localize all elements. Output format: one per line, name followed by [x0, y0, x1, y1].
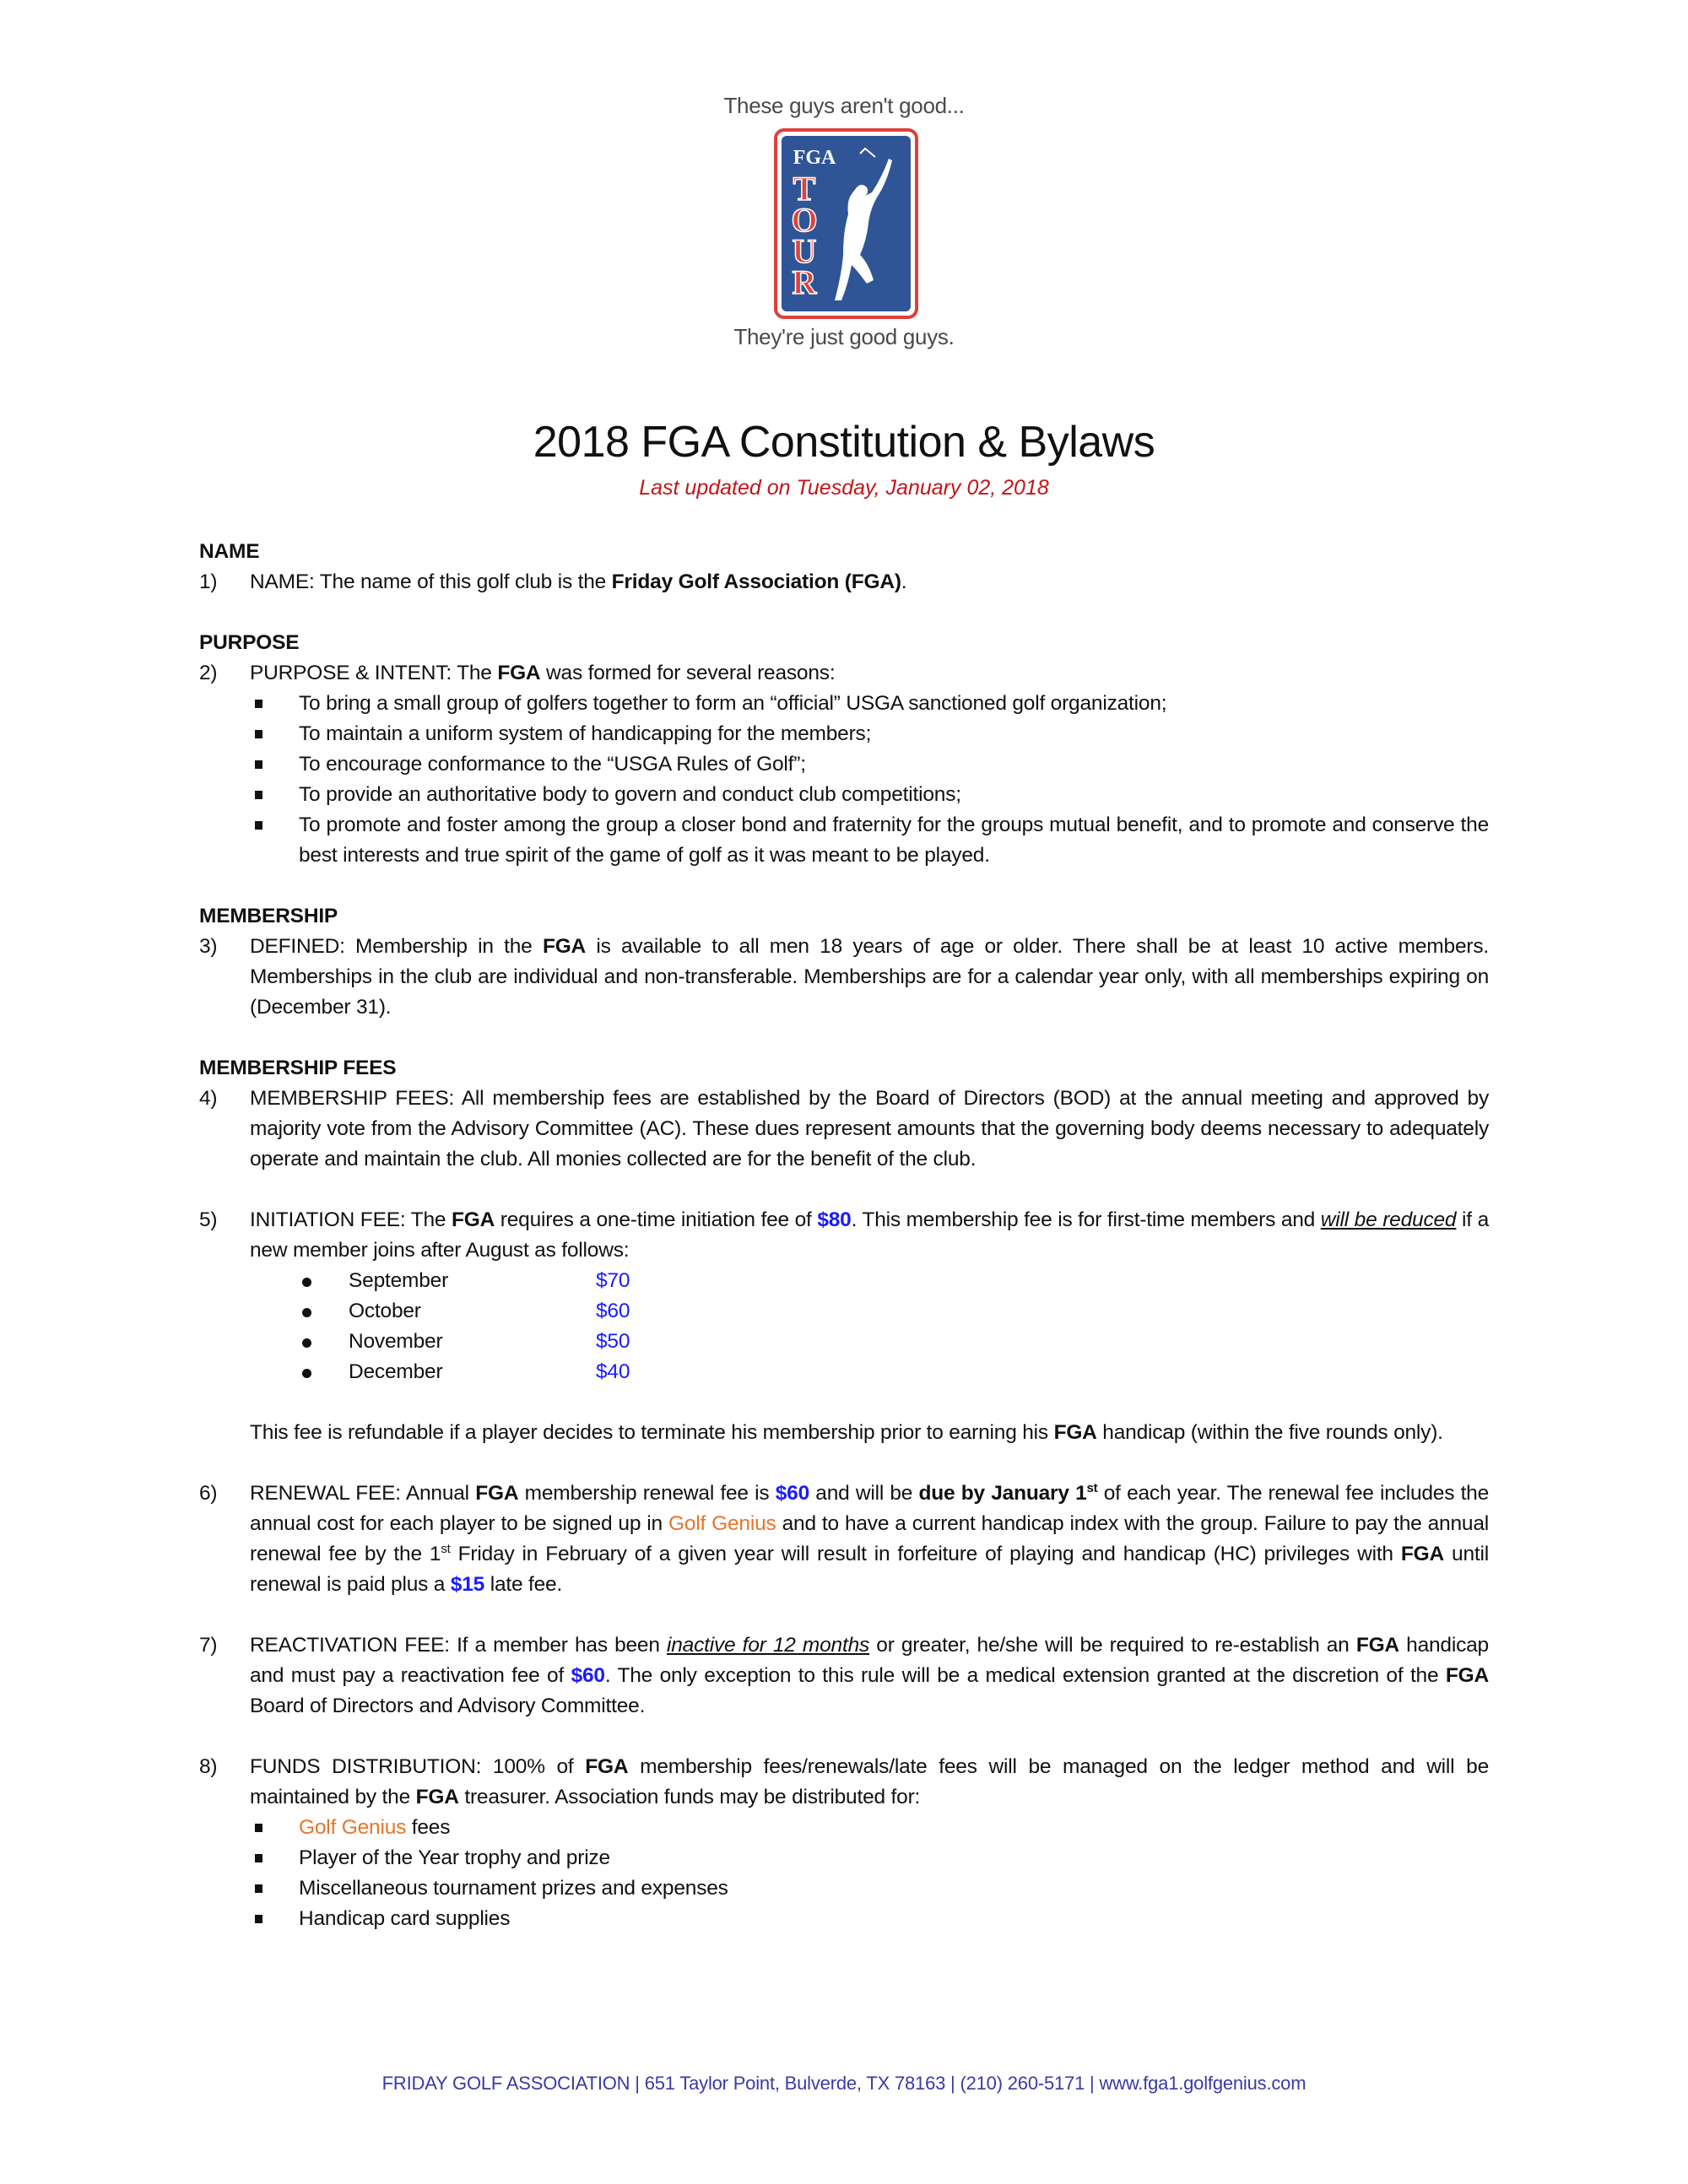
spacer: [199, 1387, 1489, 1418]
article-3-defined: [199, 932, 1489, 1023]
spacer: [199, 1600, 1489, 1630]
article-text: [250, 658, 1489, 689]
list-item: [250, 749, 1489, 780]
article-text: MEMBERSHIP FEES: All membership fees are established by the Board of Directors (BOD) at the annual meeting and approved by majority vote from the Advisory Committee (AC). These dues represent amounts that the governing body deems necessary to adequately operate and maintain the club. All monies collected are for the benefit of the club.: [250, 1087, 1489, 1170]
ordinal-suffix: st: [1086, 1481, 1098, 1495]
list-item: [250, 1904, 1489, 1934]
square-bullet-icon: [255, 730, 262, 738]
schedule-month: October: [349, 1300, 421, 1322]
text-run: requires a one-time initiation fee of: [495, 1208, 818, 1231]
text-run: DEFINED: Membership in the: [250, 935, 543, 958]
article-text: [250, 567, 1489, 597]
schedule-fee: $40: [596, 1360, 630, 1383]
round-bullet-icon: [302, 1308, 311, 1317]
ordinal-suffix: st: [441, 1542, 451, 1556]
logo-tagline-top: These guys aren't good...: [723, 93, 965, 118]
list-item: [250, 780, 1489, 810]
text-run: INITIATION FEE: The: [250, 1208, 452, 1231]
fga-bold: FGA: [1400, 1543, 1445, 1565]
article-text: [250, 1752, 1489, 1813]
late-fee-amount: $15: [450, 1573, 485, 1596]
logo-letter-u: U: [792, 232, 817, 270]
document-body: [199, 537, 1489, 1934]
list-item: [250, 1843, 1489, 1873]
page-footer: FRIDAY GOLF ASSOCIATION | 651 Taylor Point, Bulverde, TX 78163 | (210) 260-5171 | www.fga1.golfgenius.com: [381, 2073, 1307, 2094]
list-item-text: To maintain a uniform system of handicapping for the members;: [299, 722, 872, 745]
text-run: This fee is refundable if a player decides to terminate his membership prior to earning his: [250, 1421, 1054, 1444]
fga-bold: FGA: [452, 1208, 495, 1231]
fga-bold: FGA: [1053, 1421, 1097, 1444]
article-number: 6): [199, 1482, 218, 1505]
text-run: REACTIVATION FEE: If a member has been: [250, 1634, 667, 1657]
text-run: RENEWAL FEE: Annual: [250, 1482, 476, 1505]
list-item-text: fees: [406, 1816, 451, 1839]
text-run: of each year. The renewal fee includes the annual cost for each player to be signed up in: [250, 1482, 1490, 1535]
text-run: until renewal is paid plus a: [250, 1543, 1489, 1596]
initiation-fee-amount: $80: [817, 1208, 852, 1231]
schedule-fee: $50: [596, 1330, 630, 1353]
list-item: [250, 689, 1489, 719]
text-run: was formed for several reasons:: [540, 662, 836, 684]
text-run: handicap and must pay a reactivation fee of: [250, 1634, 1489, 1687]
text-run: FUNDS DISTRIBUTION: 100% of: [250, 1755, 586, 1778]
text-run: .: [901, 570, 907, 593]
heading-name: NAME: [199, 540, 260, 563]
article-5-initiation-fee: [199, 1205, 1489, 1266]
schedule-row: [298, 1357, 1489, 1387]
fga-bold: FGA: [475, 1482, 519, 1505]
text-run: PURPOSE & INTENT: The: [250, 662, 498, 684]
article-6-renewal-fee: [199, 1479, 1489, 1600]
funds-list: [199, 1813, 1489, 1934]
purpose-list: [199, 689, 1489, 871]
article-text: [250, 1205, 1489, 1266]
square-bullet-icon: [255, 791, 262, 799]
spacer: [199, 1175, 1489, 1205]
article-number: 5): [199, 1208, 218, 1231]
square-bullet-icon: [255, 1915, 262, 1923]
article-number: 8): [199, 1755, 218, 1778]
text-run: is available to all men 18 years of age or older. There shall be at least 10 active members. Memberships in the club are individual and non-transferable. Memberships are for a calendar year only, with all memberships expiring on (December 31).: [250, 935, 1489, 1019]
article-8-funds-distribution: [199, 1752, 1489, 1813]
text-run: membership fees/renewals/late fees will be managed on the ledger method and will be maintained by the: [250, 1755, 1489, 1808]
schedule-row: [298, 1327, 1489, 1357]
square-bullet-icon: [255, 700, 262, 708]
schedule-month: September: [349, 1269, 449, 1292]
article-7-reactivation-fee: [199, 1630, 1489, 1722]
article-1-name: [199, 567, 1489, 597]
round-bullet-icon: [302, 1278, 311, 1287]
text-run: and to have a current handicap index with the group. Failure to pay the annual renewal fee by the 1: [250, 1512, 1489, 1565]
text-run: Board of Directors and Advisory Committee.: [250, 1695, 646, 1717]
list-item-text: Player of the Year trophy and prize: [299, 1846, 610, 1869]
text-run: membership renewal fee is: [518, 1482, 776, 1505]
list-item-text: Miscellaneous tournament prizes and expenses: [299, 1877, 728, 1900]
schedule-month: December: [349, 1360, 443, 1383]
reactivation-fee-amount: $60: [571, 1664, 605, 1687]
article-number: 7): [199, 1634, 218, 1657]
square-bullet-icon: [255, 1884, 262, 1893]
logo-tagline-bottom: They're just good guys.: [733, 324, 955, 349]
schedule-row: [298, 1266, 1489, 1296]
list-item-text: To bring a small group of golfers together to form an “official” USGA sanctioned golf organization;: [299, 692, 1167, 715]
text-run: handicap (within the five rounds only).: [1096, 1421, 1443, 1444]
list-item-text: To provide an authoritative body to govern and conduct club competitions;: [299, 783, 961, 806]
square-bullet-icon: [255, 760, 262, 769]
list-item: [250, 719, 1489, 749]
list-item-text: To encourage conformance to the “USGA Rules of Golf”;: [299, 753, 806, 776]
list-item: [250, 1873, 1489, 1904]
article-4-membership-fees: [199, 1084, 1489, 1175]
list-item: [250, 810, 1489, 871]
text-run: due by January 1: [918, 1482, 1087, 1505]
round-bullet-icon: [302, 1369, 311, 1378]
square-bullet-icon: [255, 1854, 262, 1862]
text-run: NAME: The name of this golf club is the: [250, 570, 612, 593]
fga-bold: FGA: [497, 662, 541, 684]
fga-bold: FGA: [1445, 1664, 1489, 1687]
spacer: [199, 1448, 1489, 1479]
spacer: [199, 1722, 1489, 1752]
golf-genius-brand: Golf Genius: [668, 1512, 776, 1535]
text-run: and will be: [809, 1482, 919, 1505]
heading-purpose: PURPOSE: [199, 631, 300, 654]
text-run: . This membership fee is for first-time members and: [851, 1208, 1321, 1231]
article-number: 4): [199, 1087, 218, 1110]
list-item-text: To promote and foster among the group a closer bond and fraternity for the groups mutual benefit, and to promote and conserve the best interests and true spirit of the game of golf as it was meant to be played.: [299, 814, 1489, 867]
document-title: 2018 FGA Constitution & Bylaws: [533, 418, 1155, 467]
text-run: . The only exception to this rule will be a medical extension granted at the discretion of the: [604, 1664, 1446, 1687]
logo-letter-r: R: [792, 263, 817, 301]
round-bullet-icon: [302, 1338, 311, 1348]
schedule-month: November: [349, 1330, 443, 1353]
emphasis-text: will be reduced: [1320, 1208, 1457, 1231]
article-text: [250, 1630, 1489, 1722]
text-run: treasurer. Association funds may be distributed for:: [458, 1786, 921, 1808]
fga-bold: FGA: [585, 1755, 629, 1778]
fga-bold: FGA: [542, 935, 587, 958]
fga-tour-logo: [774, 128, 918, 319]
renewal-fee-amount: $60: [775, 1482, 809, 1505]
fga-bold: FGA: [1355, 1634, 1399, 1657]
reduced-fee-schedule: [199, 1266, 1489, 1387]
square-bullet-icon: [255, 821, 262, 830]
article-number: 2): [199, 662, 218, 684]
fga-bold: FGA: [415, 1786, 459, 1808]
article-text: [250, 1479, 1489, 1600]
logo-letter-t: T: [793, 170, 816, 208]
golf-genius-brand: Golf Genius: [299, 1816, 407, 1839]
square-bullet-icon: [255, 1824, 262, 1832]
article-2-purpose: [199, 658, 1489, 689]
list-item-text: Handicap card supplies: [299, 1907, 511, 1930]
club-name: Friday Golf Association (FGA): [611, 570, 901, 593]
logo-tour-letters: [791, 170, 817, 301]
logo-fga-text: FGA: [793, 147, 836, 169]
heading-membership-fees: MEMBERSHIP FEES: [199, 1057, 397, 1079]
schedule-row: [298, 1296, 1489, 1327]
list-item: [250, 1813, 1489, 1843]
schedule-fee: $70: [596, 1269, 630, 1292]
article-text: [250, 932, 1489, 1023]
text-run: late fee.: [484, 1573, 563, 1596]
schedule-fee: $60: [596, 1300, 630, 1322]
text-run: Friday in February of a given year will result in forfeiture of playing and handicap (HC) privileges with: [450, 1543, 1401, 1565]
text-run: or greater, he/she will be required to re-establish an: [869, 1634, 1356, 1657]
emphasis-text: inactive for 12 months: [666, 1634, 870, 1657]
article-number: 3): [199, 935, 218, 958]
due-date: [919, 1482, 1098, 1505]
last-updated: Last updated on Tuesday, January 02, 2018: [639, 476, 1049, 500]
heading-membership: MEMBERSHIP: [199, 905, 338, 927]
text-run: if a new member joins after August as follows:: [250, 1208, 1489, 1262]
article-number: 1): [199, 570, 218, 593]
logo-letter-o: O: [791, 201, 818, 239]
refund-note: [199, 1418, 1489, 1448]
